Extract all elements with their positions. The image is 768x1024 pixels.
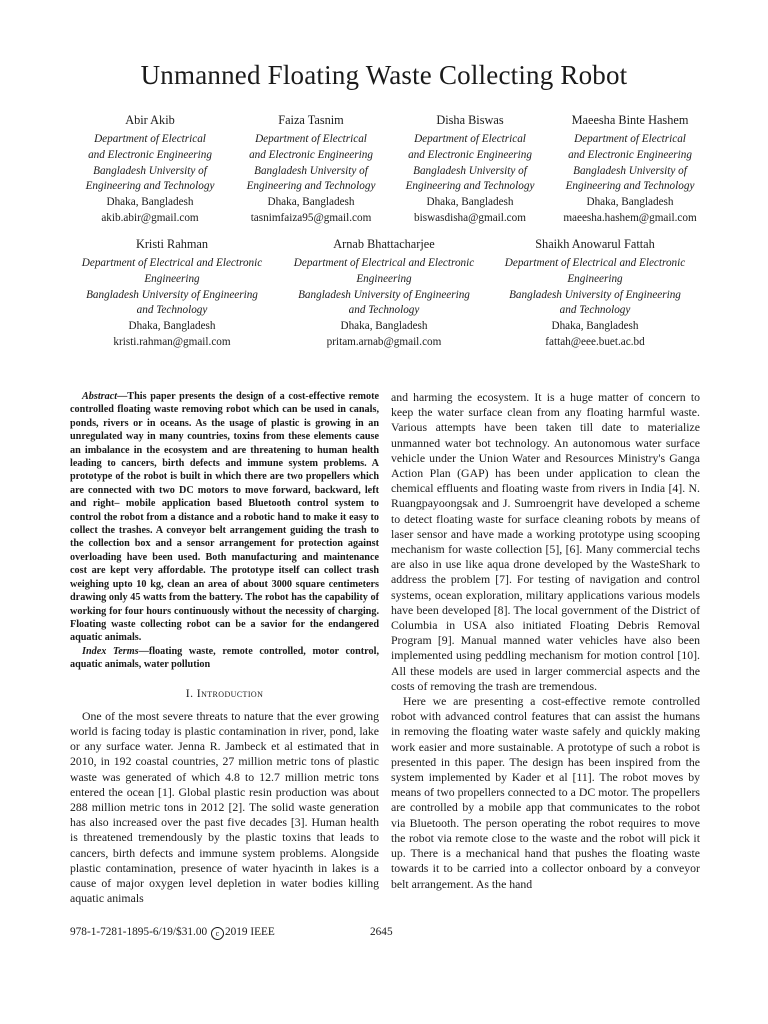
author-email: akib.abir@gmail.com bbox=[101, 211, 199, 224]
footer-copyright bbox=[70, 926, 275, 940]
section-heading-introduction: I. Introduction bbox=[185, 685, 264, 700]
author-email: pritam.arnab@gmail.com bbox=[326, 335, 442, 348]
author-dept: and Electronic Engineering bbox=[568, 148, 692, 161]
author-block bbox=[548, 112, 712, 227]
author-university: Bangladesh University of Engineering bbox=[509, 288, 681, 301]
author-block bbox=[231, 112, 391, 227]
author-university: and Technology bbox=[348, 304, 420, 317]
author-university: Engineering and Technology bbox=[405, 180, 535, 193]
footer-isbn: 978-1-7281-1895-6/19/$31.00 bbox=[70, 926, 208, 938]
abstract-label: Abstract bbox=[82, 391, 118, 402]
author-location: Dhaka, Bangladesh bbox=[551, 320, 639, 333]
author-location: Dhaka, Bangladesh bbox=[340, 320, 428, 333]
author-university: Bangladesh University of Engineering bbox=[298, 288, 470, 301]
author-university: Bangladesh University of bbox=[413, 164, 527, 177]
author-dept: and Electronic Engineering bbox=[408, 148, 532, 161]
author-dept: Department of Electrical bbox=[255, 133, 367, 145]
author-university: and Technology bbox=[559, 304, 631, 317]
index-terms-label: Index Terms bbox=[82, 645, 139, 657]
author-email: kristi.rahman@gmail.com bbox=[113, 335, 231, 348]
author-email: fattah@eee.buet.ac.bd bbox=[545, 335, 645, 348]
left-column bbox=[70, 390, 379, 906]
author-block bbox=[488, 236, 702, 351]
author-university: Engineering and Technology bbox=[565, 180, 695, 193]
author-university: Engineering and Technology bbox=[246, 180, 376, 193]
author-dept: Department of Electrical bbox=[94, 133, 206, 145]
author-dept: Engineering bbox=[356, 272, 412, 285]
author-name: Abir Akib bbox=[125, 113, 175, 127]
author-dept: Department of Electrical and Electronic bbox=[293, 257, 475, 269]
author-university: Bangladesh University of bbox=[93, 164, 207, 177]
index-terms-text: —floating waste, remote controlled, motor control, aquatic animals, water pollution bbox=[70, 645, 379, 671]
author-dept: Department of Electrical and Electronic bbox=[504, 257, 686, 269]
author-name: Kristi Rahman bbox=[135, 237, 209, 251]
copyright-icon: c bbox=[211, 927, 224, 940]
author-name: Shaikh Anowarul Fattah bbox=[535, 237, 655, 251]
author-location: Dhaka, Bangladesh bbox=[267, 196, 355, 209]
author-block bbox=[278, 236, 490, 351]
paper-title: Unmanned Floating Waste Collecting Robot bbox=[140, 60, 628, 90]
author-email: maeesha.hashem@gmail.com bbox=[563, 211, 697, 224]
author-block bbox=[390, 112, 550, 227]
author-university: and Technology bbox=[136, 304, 208, 317]
author-dept: and Electronic Engineering bbox=[88, 148, 212, 161]
author-name: Faiza Tasnim bbox=[278, 113, 344, 127]
author-dept: Engineering bbox=[144, 272, 200, 285]
author-location: Dhaka, Bangladesh bbox=[586, 196, 674, 209]
body-paragraph-continued: and harming the ecosystem. It is a huge matter of concern to keep the water surface clean from any floating harmful waste. Various attempts have been taken till date to materialize unmanned water bot technology. An autonomous water surface vehicle under the Union Water and Resources Ministry's Ganga Action Plan (GAP) has been under application to clean the chemical effluents and floating waste from rivers in India [4]. N. Ruangpayoongsak and J. Sumroengrit have developed a scheme to detect floating waste for surface cleaning robots by means of laser sensor and have made a working prototype using scooping mechanism for waste collection [5], [6]. Many commercial techs are also in use like aqua drone developed by the WasteShark to address the problem [7]. For testing of navigation and control systems, ocean exploration, military applications various models have been developed [8]. The local government of the District of Columbia in USA also initiated Floating Debris Removal Program [9]. Manual manned water vehicles have also been implemented using peddling mechanism for motion control [10]. All these models are used in larger commercial aspects and the costs of removing the trash are tremendous. bbox=[391, 390, 700, 693]
page-number: 2645 bbox=[370, 926, 393, 938]
author-location: Dhaka, Bangladesh bbox=[106, 196, 194, 209]
author-university: Bangladesh University of Engineering bbox=[86, 288, 258, 301]
footer-copyright-text: 2019 IEEE bbox=[224, 926, 275, 938]
abstract-text: —This paper presents the design of a cost-effective remote controlled floating waste removing robot which can be used in canals, ponds, rivers or in oceans. As the usage of plastic is growing in an unregulated way in many countries, toxins from these elements cause an imbalance in the ecosystem and are threatening to human health leading to cancers, birth defects and immune system problems. A prototype of the robot is built in which there are two propellers which are connected with two DC motors to move forward, backward, left and right– mobile application based Bluetooth control system to control the robot from a distance and a robotic hand to make it easy to collect the trashes. A conveyor belt arrangement guiding the trash to the collection box and a sensor arrangement for protection against overloading have been used. Both manufacturing and maintenance cost are kept very affordable. The prototype itself can collect trash weighing upto 10 kg, clean an area of about 3000 square centimeters drawing only 45 watts from the battery. The robot has the capability of working for four hours continuously without the necessity of charging. Floating waste collecting robot can be a savior for the endangered aquatic animals. bbox=[70, 391, 379, 644]
author-dept: Department of Electrical bbox=[414, 133, 526, 145]
author-location: Dhaka, Bangladesh bbox=[426, 196, 514, 209]
author-university: Bangladesh University of bbox=[573, 164, 687, 177]
author-university: Bangladesh University of bbox=[254, 164, 368, 177]
author-email: tasnimfaiza95@gmail.com bbox=[250, 211, 372, 224]
index-terms bbox=[70, 645, 379, 672]
author-name: Arnab Bhattacharjee bbox=[333, 237, 435, 251]
author-location: Dhaka, Bangladesh bbox=[128, 320, 216, 333]
author-dept: and Electronic Engineering bbox=[249, 148, 373, 161]
right-column bbox=[391, 390, 700, 892]
author-block bbox=[70, 112, 230, 227]
body-paragraph: Here we are presenting a cost-effective remote controlled robot with advanced control features that can assist the humans in removing the floating water waste safely and quickly making work easier and more sustainable. A prototype of such a robot is presented in this paper. The design has been inspired from the system implemented by Kader et al [11]. The robot moves by means of two propellers connected to a DC motor. The propellers are controlled by a mobile app that communicates to the robot via Bluetooth. The person operating the robot requires to move the robot via remote close to the waste and the robot will pick it up. There is a mechanical hand that pushes the floating waste towards it to be carried into a collector onboard by a conveyor belt arrangement. As the hand bbox=[391, 694, 700, 891]
author-name: Disha Biswas bbox=[436, 113, 504, 127]
author-university: Engineering and Technology bbox=[85, 180, 215, 193]
intro-paragraph: One of the most severe threats to nature that the ever growing world is facing today is plastic contamination in river, pond, lake or any surface water. Jenna R. Jambeck et al estimated that in 2010, in 192 coastal countries, 27 million metric tons of plastic waste was generated of which 4.8 to 12.7 million metric tons entered the ocean [1]. Global plastic resin production was about 288 million metric tons in 2012 [2]. The solid waste generation has also increased over the past five decades [3]. Human health is threatened tremendously by the plastic toxins that leads to cancers, birth defects and immune system problems. Alongside plastic contamination, presence of water hyacinth in lakes is a cause of major oxygen level depletion in water bodies killing aquatic animals bbox=[70, 708, 379, 906]
abstract bbox=[70, 390, 379, 645]
author-dept: Department of Electrical bbox=[574, 133, 686, 145]
author-name: Maeesha Binte Hashem bbox=[571, 113, 689, 127]
author-dept: Department of Electrical and Electronic bbox=[81, 257, 263, 269]
author-dept: Engineering bbox=[567, 272, 623, 285]
author-block bbox=[66, 236, 278, 351]
author-email: biswasdisha@gmail.com bbox=[414, 211, 526, 224]
